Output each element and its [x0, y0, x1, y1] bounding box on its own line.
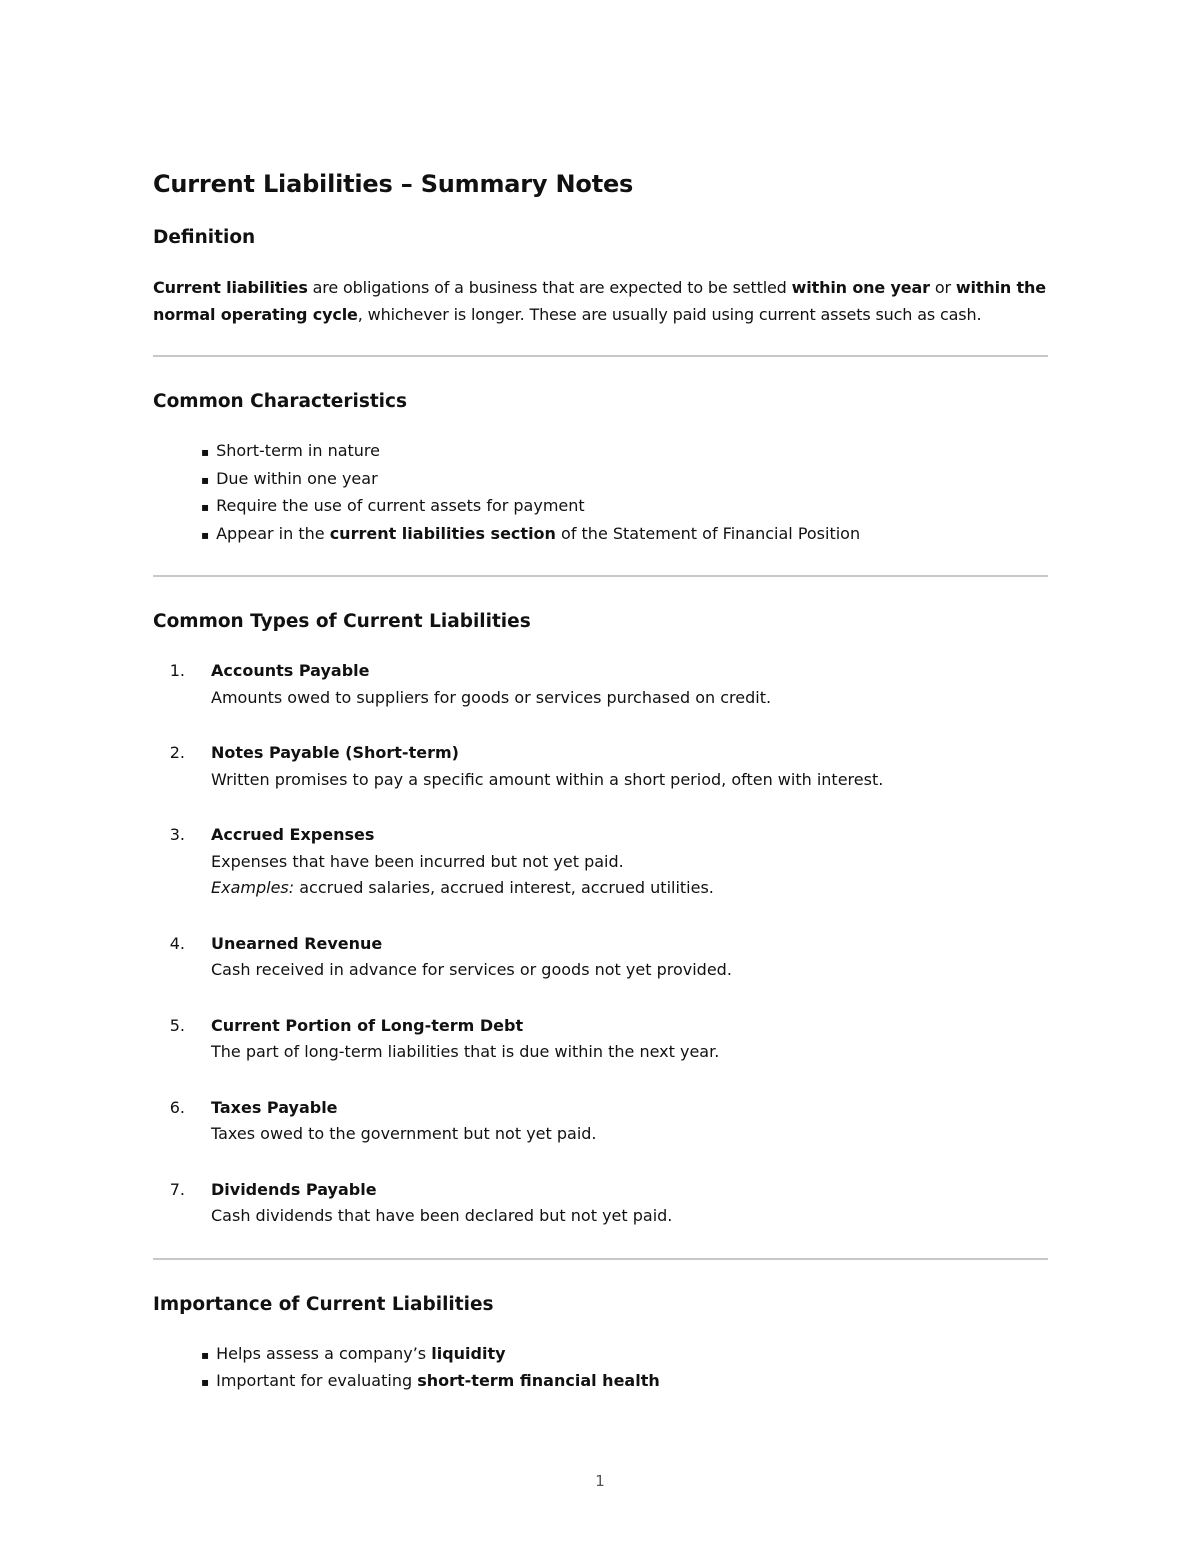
- item-description: Cash dividends that have been declared but not yet paid.: [211, 1206, 673, 1225]
- item-name: Unearned Revenue: [211, 933, 383, 953]
- bullet-icon: ▪: [201, 445, 210, 459]
- document-page: [153, 166, 1048, 1396]
- list-item: [201, 1341, 1048, 1369]
- list-item-bold: current liabilities section: [329, 523, 556, 543]
- bullet-icon: ▪: [201, 472, 210, 487]
- item-name: Notes Payable (Short-term): [211, 743, 459, 762]
- importance-heading: Importance of Current Liabilities: [153, 1293, 494, 1315]
- item-name: Accounts Payable: [211, 661, 370, 680]
- definition-text-3: , whichever is longer. These are usually paid using current assets such as cash.: [357, 304, 982, 324]
- item-number: 5.: [169, 1015, 185, 1035]
- section-divider: [153, 1258, 1048, 1260]
- list-item-text: Helps assess a company’s: [216, 1343, 432, 1363]
- list-item: [153, 1095, 1048, 1148]
- definition-bold-1: within one year: [791, 278, 930, 297]
- types-list: [153, 658, 1048, 1230]
- characteristics-list: [153, 438, 1048, 548]
- list-item: [201, 1368, 1048, 1396]
- item-number: 1.: [169, 661, 185, 680]
- types-heading: Common Types of Current Liabilities: [153, 611, 531, 632]
- item-number: 4.: [169, 933, 185, 953]
- characteristics-heading: Common Characteristics: [153, 391, 407, 412]
- list-item: [153, 658, 1048, 711]
- list-item-text: Require the use of current assets for payment: [216, 496, 585, 515]
- item-name: Taxes Payable: [211, 1097, 338, 1117]
- item-number: 6.: [169, 1097, 185, 1117]
- item-number: 3.: [169, 825, 185, 844]
- bullet-icon: ▪: [201, 1375, 210, 1389]
- item-description: Cash received in advance for services or goods not yet provided.: [211, 960, 732, 979]
- item-description: The part of long-term liabilities that is due within the next year.: [211, 1042, 720, 1061]
- list-item-bold: liquidity: [431, 1343, 506, 1363]
- list-item: [153, 1013, 1048, 1066]
- page-number: 1: [595, 1472, 605, 1490]
- list-item: [201, 466, 1048, 494]
- list-item: [201, 521, 1048, 549]
- definition-bold-2: within the normal operating cycle: [153, 278, 1047, 324]
- list-item-text: Short-term in nature: [216, 441, 380, 460]
- definition-text-2: or: [929, 278, 956, 297]
- list-item: [201, 493, 1048, 521]
- definition-paragraph: [153, 275, 1048, 328]
- item-description: Amounts owed to suppliers for goods or services purchased on credit.: [211, 687, 772, 707]
- definition-text-1: are obligations of a business that are expected to be settled: [307, 278, 792, 297]
- item-number: 7.: [169, 1179, 185, 1199]
- bullet-icon: ▪: [201, 527, 210, 542]
- definition-term: Current liabilities: [153, 278, 308, 297]
- item-name: Current Portion of Long-term Debt: [211, 1015, 524, 1035]
- list-item-text: Important for evaluating: [216, 1371, 418, 1390]
- importance-list: [153, 1341, 1048, 1396]
- list-item: [153, 1177, 1048, 1230]
- page-title: Current Liabilities – Summary Notes: [153, 170, 634, 198]
- bullet-icon: ▪: [201, 500, 210, 514]
- examples-text: accrued salaries, accrued interest, accrued utilities.: [294, 878, 714, 897]
- list-item-bold: short-term financial health: [417, 1371, 660, 1390]
- examples-label: Examples:: [211, 878, 295, 897]
- bullet-icon: ▪: [201, 1347, 210, 1362]
- definition-heading: Definition: [153, 227, 256, 248]
- section-divider: [153, 355, 1048, 357]
- item-name: Accrued Expenses: [211, 825, 375, 844]
- section-divider: [153, 575, 1048, 577]
- item-number: 2.: [169, 743, 185, 762]
- list-item: [153, 931, 1048, 984]
- item-description: Taxes owed to the government but not yet paid.: [211, 1124, 597, 1143]
- list-item-text: of the Statement of Financial Position: [555, 523, 861, 543]
- list-item: [153, 740, 1048, 793]
- item-description: Expenses that have been incurred but not yet paid.: [211, 851, 624, 871]
- list-item: [153, 822, 1048, 902]
- item-examples: [189, 875, 1048, 902]
- list-item-text: Appear in the: [216, 523, 330, 543]
- list-item-text: Due within one year: [216, 468, 378, 488]
- list-item: [201, 438, 1048, 466]
- item-description: Written promises to pay a specific amount within a short period, often with interest.: [211, 769, 884, 789]
- item-name: Dividends Payable: [211, 1179, 377, 1199]
